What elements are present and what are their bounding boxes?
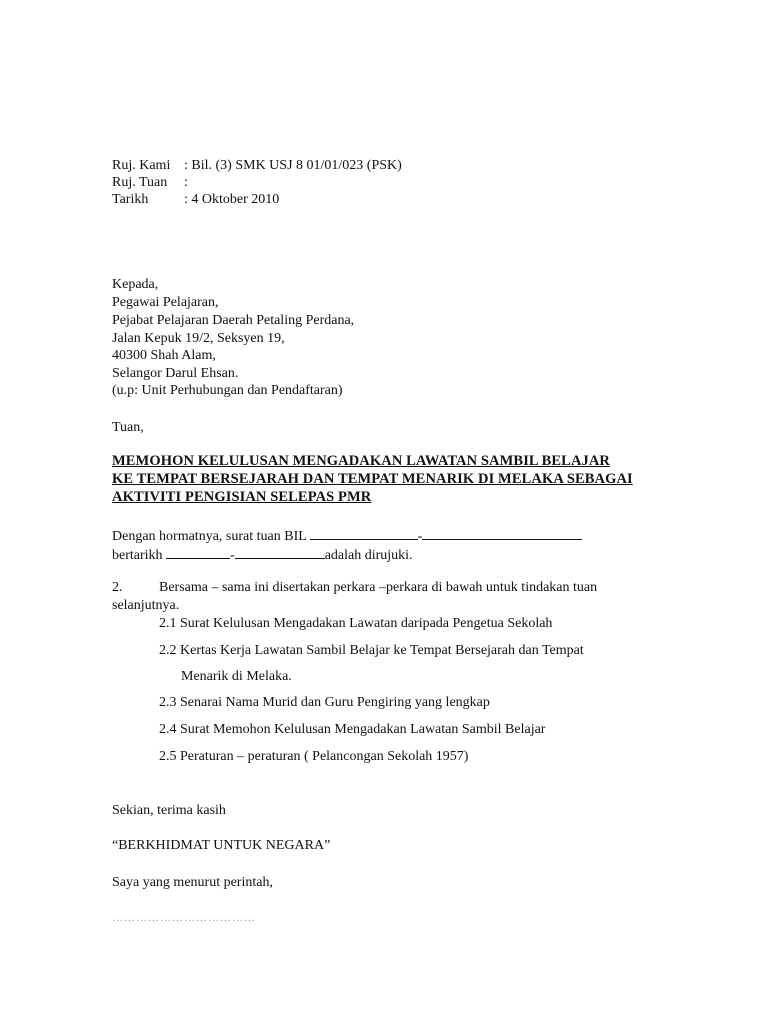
recipient-line: Pegawai Pelajaran, [112, 295, 219, 310]
signature-line: ……………………………… [112, 912, 256, 924]
opening-text: Dengan hormatnya, surat tuan BIL [112, 529, 307, 544]
para2-number: 2. [112, 580, 123, 595]
reference-blank [422, 526, 582, 540]
recipient-line: Jalan Kepuk 19/2, Seksyen 19, [112, 331, 285, 346]
ref-label: Ruj. Kami [112, 158, 171, 173]
subject-line: MEMOHON KELULUSAN MENGADAKAN LAWATAN SAMBIL BELAJAR [112, 453, 611, 469]
opening-line-1 [112, 526, 582, 545]
closing-motto: “BERKHIDMAT UNTUK NEGARA” [112, 838, 331, 853]
opening-text: adalah dirujuki. [324, 548, 413, 563]
ref-label: Ruj. Tuan [112, 175, 168, 190]
list-item: 2.2 Kertas Kerja Lawatan Sambil Belajar ke Tempat Bersejarah dan Tempat [159, 643, 584, 658]
list-item: 2.5 Peraturan – peraturan ( Pelancongan Sekolah 1957) [159, 749, 469, 764]
subject-heading [112, 452, 633, 506]
blank-dash: - [417, 529, 423, 544]
list-item: 2.1 Surat Kelulusan Mengadakan Lawatan daripada Pengetua Sekolah [159, 616, 553, 631]
ref-value: : 4 Oktober 2010 [184, 192, 280, 207]
list-item-continuation: Menarik di Melaka. [181, 669, 292, 684]
date-blank [235, 545, 325, 559]
date-blank [166, 545, 230, 559]
recipient-line: Pejabat Pelajaran Daerah Petaling Perdana, [112, 313, 355, 328]
ref-value: : [184, 175, 188, 190]
list-item: 2.3 Senarai Nama Murid dan Guru Pengiring yang lengkap [159, 695, 490, 710]
para2-continuation: selanjutnya. [112, 598, 180, 613]
opening-line-2 [112, 545, 413, 564]
subject-line: KE TEMPAT BERSEJARAH DAN TEMPAT MENARIK DI MELAKA SEBAGAI [112, 471, 633, 487]
salutation: Tuan, [112, 420, 144, 435]
recipient-line: Kepada, [112, 277, 159, 292]
list-item: 2.4 Surat Memohon Kelulusan Mengadakan Lawatan Sambil Belajar [159, 722, 546, 737]
recipient-line: 40300 Shah Alam, [112, 348, 216, 363]
para2-text: Bersama – sama ini disertakan perkara –perkara di bawah untuk tindakan tuan [159, 580, 598, 595]
recipient-line: Selangor Darul Ehsan. [112, 366, 239, 381]
ref-value: : Bil. (3) SMK USJ 8 01/01/023 (PSK) [184, 158, 402, 173]
recipient-line: (u.p: Unit Perhubungan dan Pendaftaran) [112, 383, 343, 398]
blank-dash: - [230, 548, 235, 563]
closing-obedient: Saya yang menurut perintah, [112, 875, 273, 890]
subject-line: AKTIVITI PENGISIAN SELEPAS PMR [112, 489, 372, 505]
closing-thanks: Sekian, terima kasih [112, 803, 226, 818]
opening-text: bertarikh [112, 548, 163, 563]
reference-blank [310, 526, 418, 540]
ref-label: Tarikh [112, 192, 149, 207]
